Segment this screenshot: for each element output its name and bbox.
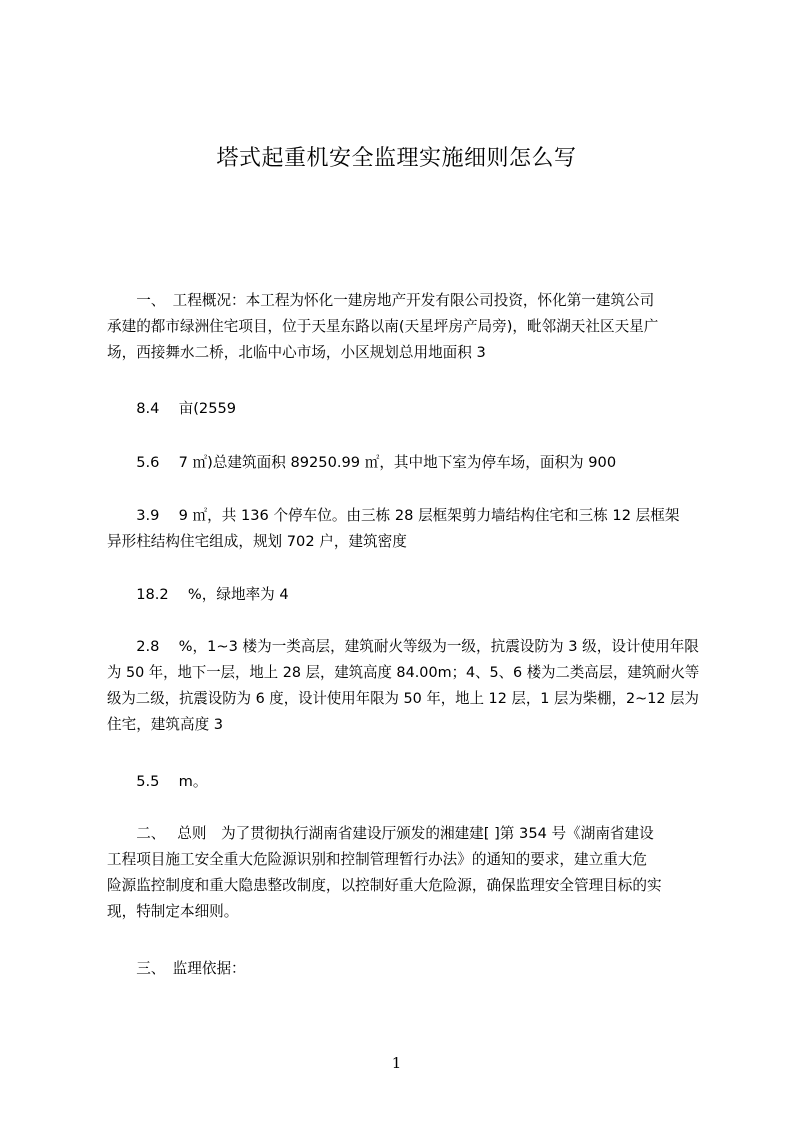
text-line: 级为二级，抗震设防为 6 度，设计使用年限为 50 年，地上 12 层，1 层为柴棚，2~12 层为 [107,690,699,707]
paragraph-total-area [107,450,699,476]
text-line: 住宅，建筑高度 3 [107,716,224,733]
text-line: 异形柱结构住宅组成，规划 702 户，建筑密度 [107,533,407,550]
text-line: 承建的都市绿洲住宅项目，位于天星东路以南(天星坪房产局旁)，毗邻湖天社区天星广 [107,318,659,335]
paragraph-general-rules [107,821,699,925]
page-number: 1 [391,1054,402,1072]
paragraph-project-overview [107,288,699,366]
text-line: 3.9 9 ㎡，共 136 个停车位。由三栋 28 层框架剪力墙结构住宅和三栋 12 层框架 [107,507,680,524]
text-line: 三、 监理依据： [107,960,246,977]
paragraph-supervision-basis [107,956,699,982]
text-line: 2.8 %，1~3 楼为一类高层，建筑耐火等级为一级，抗震设防为 3 级，设计使用年限 [107,638,699,655]
paragraph-parking [107,503,699,555]
paragraph-area-mu [107,396,699,422]
text-line: 二、 总则 为了贯彻执行湖南省建设厅颁发的湘建建[ ]第 354 号《湖南省建设 [107,825,654,842]
paragraph-building-specs [107,634,699,738]
text-line: 现，特制定本细则。 [107,903,239,920]
text-line: 工程项目施工安全重大危险源识别和控制管理暂行办法》的通知的要求，建立重大危 [107,851,647,868]
text-line: 5.6 7 ㎡)总建筑面积 89250.99 ㎡，其中地下室为停车场，面积为 900 [107,454,617,471]
paragraph-height [107,769,699,795]
text-line: 场，西接舞水二桥，北临中心市场，小区规划总用地面积 3 [107,344,486,361]
text-line: 18.2 %，绿地率为 4 [107,586,289,603]
paragraph-green-rate [107,582,699,608]
text-line: 5.5 m。 [107,773,208,790]
text-line: 8.4 亩(2559 [107,400,237,417]
text-line: 一、 工程概况：本工程为怀化一建房地产开发有限公司投资，怀化第一建筑公司 [107,292,655,309]
document-title: 塔式起重机安全监理实施细则怎么写 [216,146,577,171]
text-line: 为 50 年，地下一层，地上 28 层，建筑高度 84.00m；4、5、6 楼为二类高层，建筑耐火等 [107,664,700,681]
text-line: 险源监控制度和重大隐患整改制度，以控制好重大危险源，确保监理安全管理目标的实 [107,877,662,894]
